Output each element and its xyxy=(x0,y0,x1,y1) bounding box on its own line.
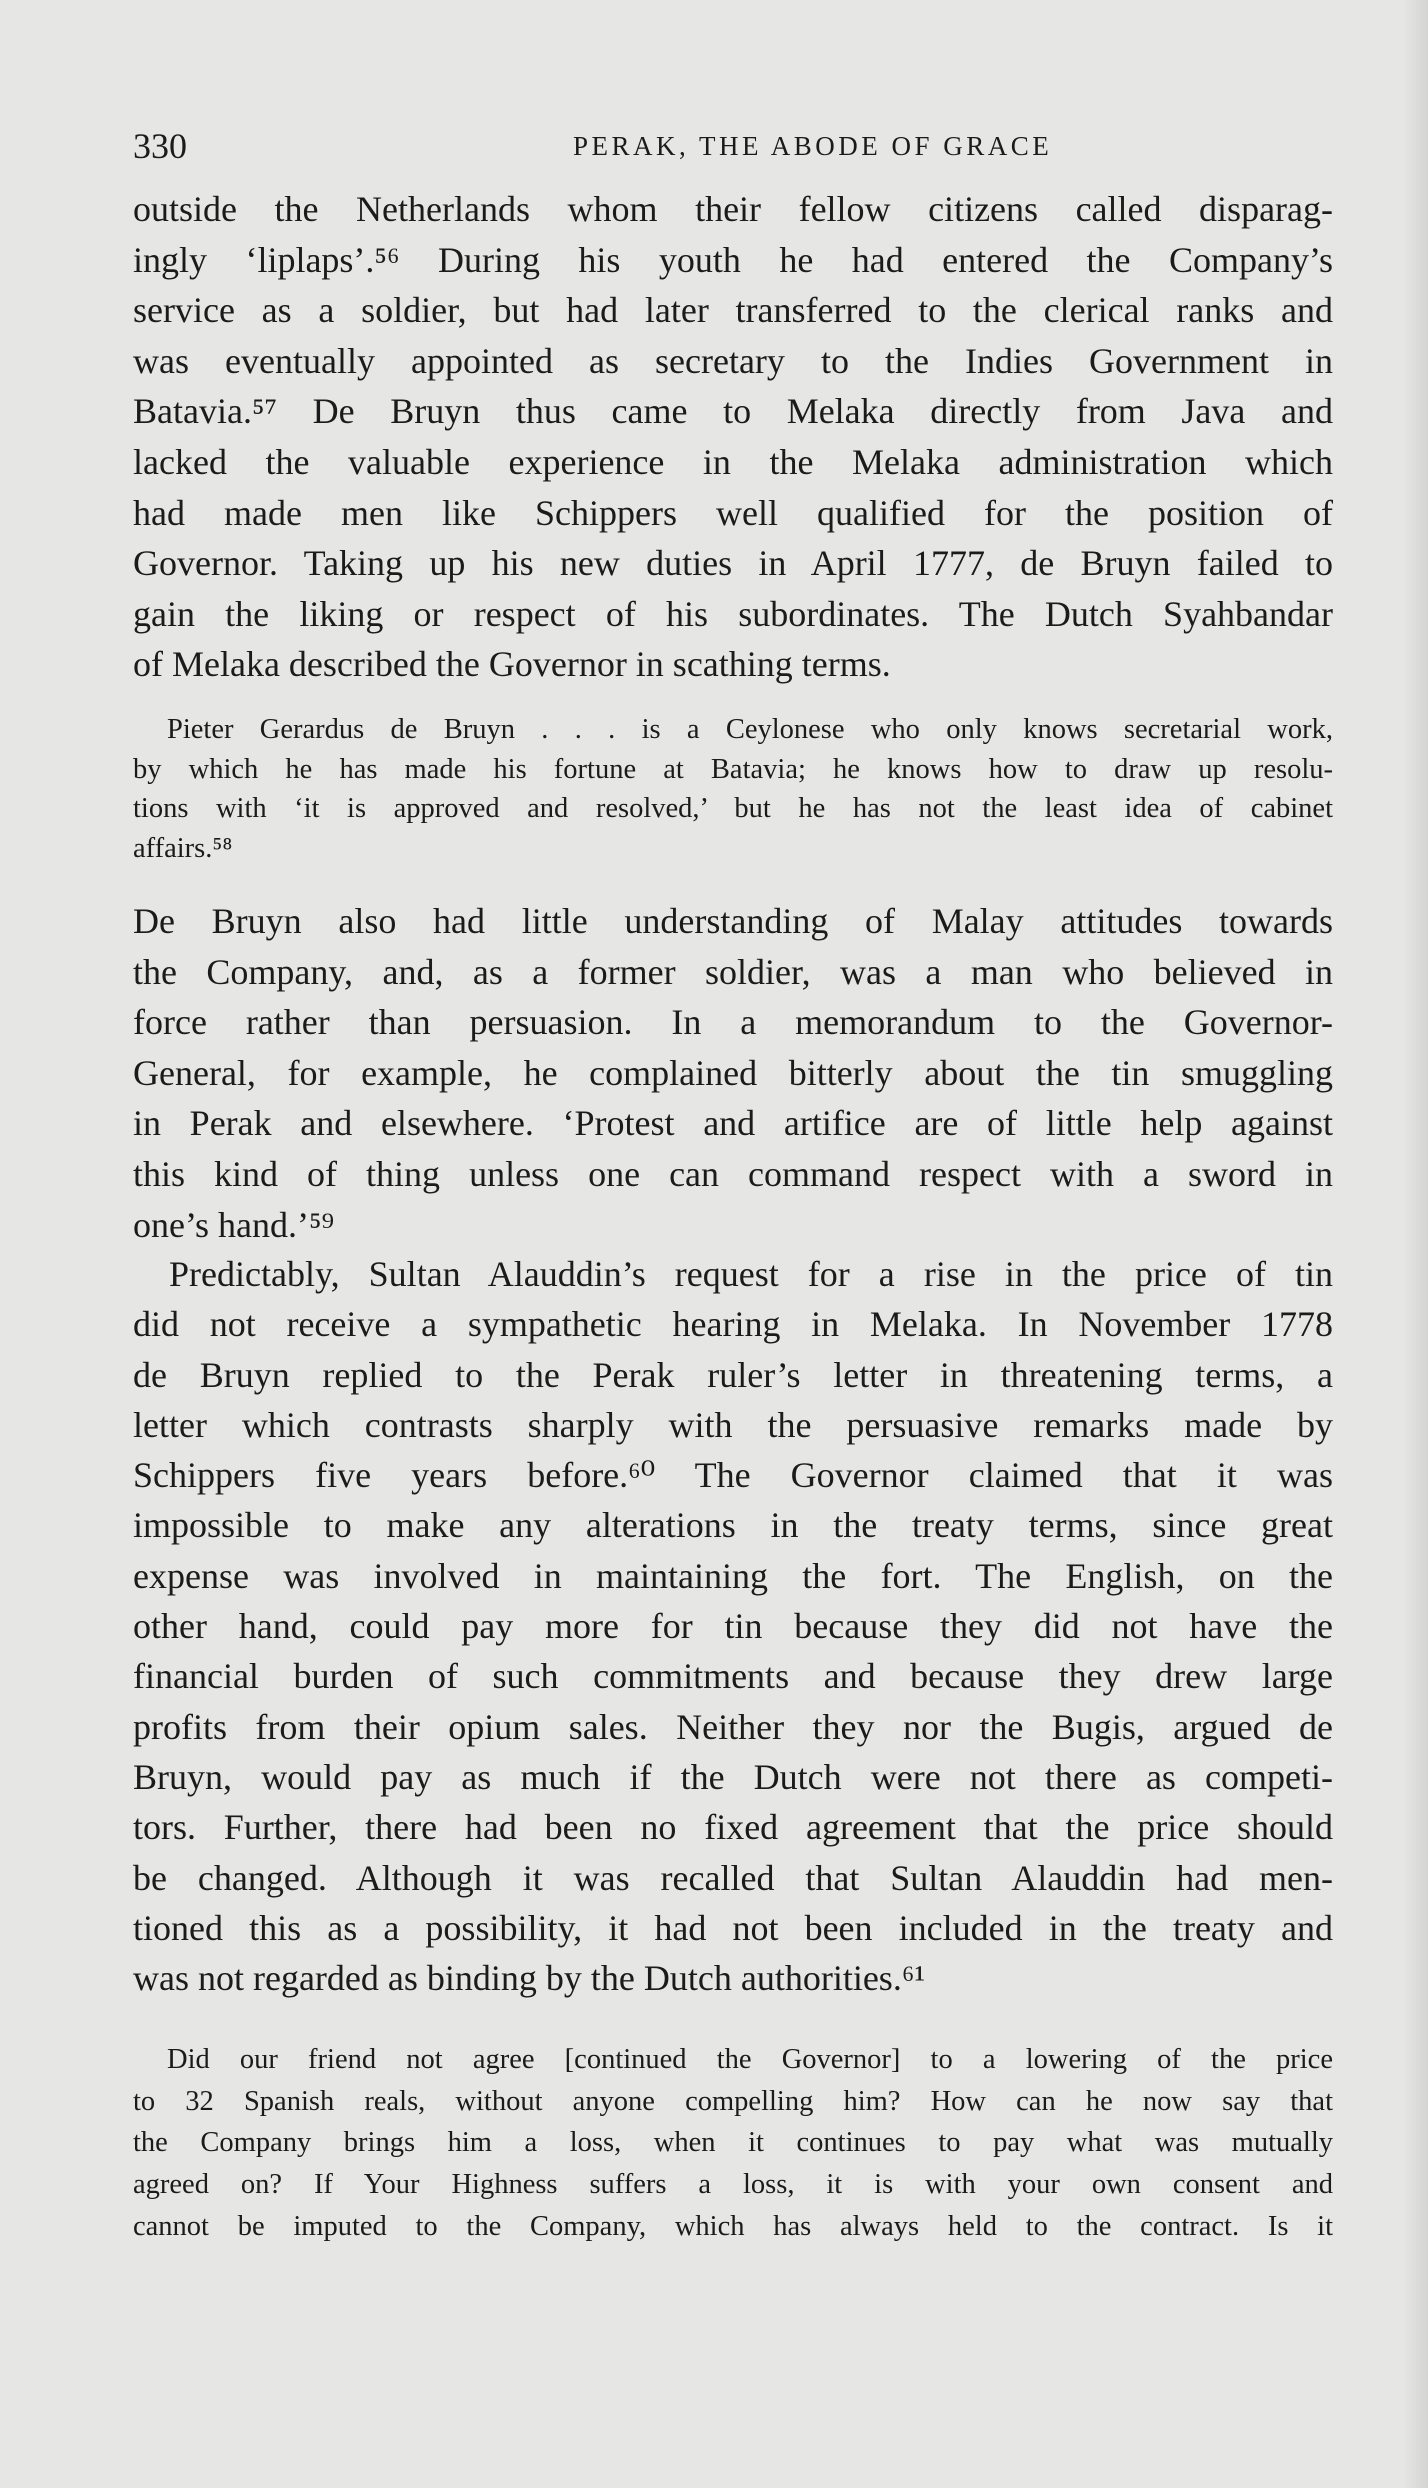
page-header xyxy=(133,126,1333,166)
quote-line: cannot be imputed to the Company, which has always held to the contract. Is it xyxy=(133,2210,1333,2242)
text-line: letter which contrasts sharply with the persuasive remarks made by xyxy=(133,1404,1333,1445)
text-line: this kind of thing unless one can command respect with a sword in xyxy=(133,1153,1333,1194)
body-paragraph xyxy=(133,896,1333,1250)
text-line: did not receive a sympathetic hearing in Melaka. In November 1778 xyxy=(133,1304,1333,1345)
quote-line: agreed on? If Your Highness suffers a loss, it is with your own consent and xyxy=(133,2169,1333,2201)
text-line: expense was involved in maintaining the fort. The English, on the xyxy=(133,1555,1333,1596)
text-line: lacked the valuable experience in the Melaka administration which xyxy=(133,441,1333,482)
text-line: Predictably, Sultan Alauddin’s request for a rise in the price of tin xyxy=(169,1254,1333,1294)
text-line: tors. Further, there had been no fixed agreement that the price should xyxy=(133,1807,1333,1848)
text-line: gain the liking or respect of his subordinates. The Dutch Syahbandar xyxy=(133,593,1333,634)
text-line: be changed. Although it was recalled that Sultan Alauddin had men- xyxy=(133,1857,1333,1898)
text-line: had made men like Schippers well qualified for the position of xyxy=(133,492,1333,533)
text-line: ingly ‘liplaps’.⁵⁶ During his youth he had entered the Company’s xyxy=(133,239,1333,280)
text-line: de Bruyn replied to the Perak ruler’s letter in threatening terms, a xyxy=(133,1354,1333,1395)
text-line: impossible to make any alterations in the treaty terms, since great xyxy=(133,1505,1333,1546)
text-line: Governor. Taking up his new duties in April 1777, de Bruyn failed to xyxy=(133,543,1333,584)
text-line: one’s hand.’⁵⁹ xyxy=(133,1204,335,1245)
quote-line: affairs.⁵⁸ xyxy=(133,833,233,865)
text-line: Schippers five years before.⁶⁰ The Governor claimed that it was xyxy=(133,1455,1333,1496)
text-line: De Bruyn also had little understanding of Malay attitudes towards xyxy=(133,901,1333,941)
text-line: was not regarded as binding by the Dutch authorities.⁶¹ xyxy=(133,1958,926,1999)
text-line: General, for example, he complained bitterly about the tin smuggling xyxy=(133,1052,1333,1093)
quote-line: to 32 Spanish reals, without anyone compelling him? How can he now say that xyxy=(133,2085,1333,2117)
text-line: the Company, and, as a former soldier, was a man who believed in xyxy=(133,951,1333,992)
text-line: service as a soldier, but had later transferred to the clerical ranks and xyxy=(133,290,1333,331)
body-paragraph xyxy=(133,1249,1333,2003)
text-line: profits from their opium sales. Neither they nor the Bugis, argued de xyxy=(133,1706,1333,1747)
text-line: tioned this as a possibility, it had not been included in the treaty and xyxy=(133,1907,1333,1948)
page-edge-shadow xyxy=(1402,0,1428,2488)
quote-line: Pieter Gerardus de Bruyn . . . is a Ceylonese who only knows secretarial work, xyxy=(167,714,1333,745)
quote-line: the Company brings him a loss, when it continues to pay what was mutually xyxy=(133,2127,1333,2159)
running-title: PERAK, THE ABODE OF GRACE xyxy=(573,131,1053,161)
text-line: Bruyn, would pay as much if the Dutch were not there as competi- xyxy=(133,1756,1333,1797)
text-line: other hand, could pay more for tin because they did not have the xyxy=(133,1606,1333,1647)
text-line: outside the Netherlands whom their fellow citizens called disparag- xyxy=(133,189,1333,229)
block-quote xyxy=(133,710,1333,869)
quote-line: Did our friend not agree [continued the Governor] to a lowering of the price xyxy=(167,2044,1333,2075)
text-line: financial burden of such commitments and because they drew large xyxy=(133,1656,1333,1697)
quote-line: by which he has made his fortune at Batavia; he knows how to draw up resolu- xyxy=(133,753,1333,785)
text-line: was eventually appointed as secretary to the Indies Government in xyxy=(133,340,1333,381)
text-line: of Melaka described the Governor in scathing terms. xyxy=(133,644,891,685)
text-line: in Perak and elsewhere. ‘Protest and artifice are of little help against xyxy=(133,1103,1333,1144)
quote-line: tions with ‘it is approved and resolved,’ but he has not the least idea of cabinet xyxy=(133,793,1333,825)
block-quote xyxy=(133,2039,1333,2248)
text-line: force rather than persuasion. In a memorandum to the Governor- xyxy=(133,1002,1333,1043)
body-paragraph xyxy=(133,184,1333,690)
page-number: 330 xyxy=(133,126,187,166)
text-line: Batavia.⁵⁷ De Bruyn thus came to Melaka directly from Java and xyxy=(133,391,1333,432)
